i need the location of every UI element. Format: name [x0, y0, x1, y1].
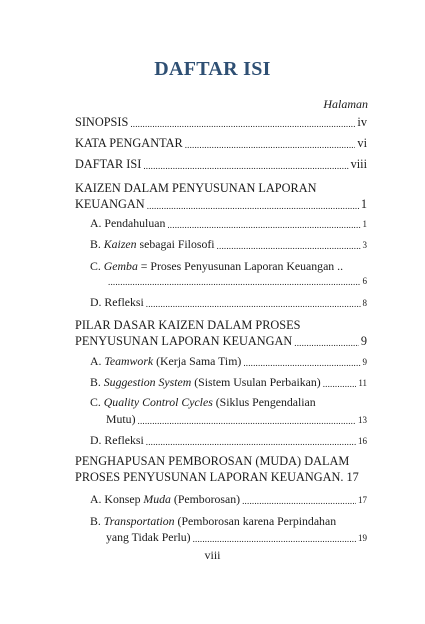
toc-entry-prefix: C. — [90, 259, 101, 273]
toc-entry-label: (Siklus Pengendalian — [212, 395, 316, 409]
toc-entry-label: KEUANGAN — [75, 197, 145, 211]
toc-page-number: 11 — [358, 378, 367, 388]
toc-entry-refleksi-2[interactable] — [90, 432, 367, 449]
toc-page-number: 17 — [358, 495, 367, 505]
toc-page-number: 17 — [346, 470, 359, 484]
dot-leader — [193, 531, 356, 543]
dot-leader — [143, 158, 348, 170]
toc-entry-suggestion-system[interactable] — [90, 374, 367, 391]
dot-leader — [146, 434, 356, 446]
dot-leader — [294, 335, 359, 347]
page-column-header: Halaman — [323, 97, 368, 111]
dot-leader — [167, 217, 360, 229]
toc-chapter-2-line1[interactable]: PILAR DASAR KAIZEN DALAM PROSES — [75, 318, 301, 332]
toc-entry-label: = Proses Penyusunan Laporan Keuangan .. — [137, 259, 344, 273]
toc-page-number: 13 — [358, 415, 367, 425]
dot-leader — [217, 238, 361, 250]
toc-entry-label-line2: yang Tidak Perlu) — [106, 530, 191, 544]
toc-page-number: 8 — [362, 298, 367, 308]
toc-entry-label-italic: Transportation — [103, 514, 175, 528]
toc-entry-qcc[interactable] — [106, 411, 367, 428]
toc-entry-teamwork[interactable] — [90, 353, 367, 370]
toc-chapter-3-line1[interactable]: PENGHAPUSAN PEMBOROSAN (MUDA) DALAM — [75, 454, 350, 468]
toc-entry-chapter-3[interactable] — [75, 469, 367, 485]
toc-page-number: 1 — [362, 219, 367, 229]
toc-entry-sinopsis[interactable] — [75, 114, 367, 130]
toc-entry-transportation-line1[interactable] — [90, 513, 336, 529]
toc-entry-label-italic: Kaizen — [103, 237, 137, 251]
toc-entry-pendahuluan[interactable] — [90, 215, 367, 232]
toc-entry-prefix: D. — [90, 295, 102, 309]
dot-leader — [108, 274, 361, 286]
toc-entry-label-italic: Muda — [143, 492, 171, 506]
toc-entry-prefix: A. — [90, 354, 102, 368]
toc-entry-label: Refleksi — [104, 295, 144, 309]
toc-chapter-1-line1[interactable]: KAIZEN DALAM PENYUSUNAN LAPORAN — [75, 181, 317, 195]
toc-entry-prefix: A. — [90, 492, 102, 506]
toc-entry-label: (Pemborosan karena Perpindahan — [174, 514, 337, 528]
toc-page-number: 6 — [362, 276, 367, 286]
page-number-footer: viii — [204, 548, 221, 562]
toc-entry-gemba[interactable] — [106, 273, 367, 289]
toc-entry-label-italic: Suggestion System — [103, 375, 192, 389]
toc-entry-chapter-2[interactable] — [75, 333, 367, 349]
toc-page-number: 9 — [360, 334, 367, 348]
dot-leader — [242, 493, 356, 505]
toc-entry-prefix: B. — [90, 514, 101, 528]
dot-leader — [243, 355, 360, 367]
toc-page-number: iv — [357, 115, 367, 129]
toc-entry-label: DAFTAR ISI — [75, 157, 142, 171]
toc-entry-kaizen-filosofi[interactable] — [90, 236, 367, 253]
toc-entry-label-after: (Pemborosan) — [170, 492, 241, 506]
toc-page-number: vi — [357, 136, 367, 150]
dot-leader — [130, 116, 355, 128]
toc-entry-prefix: B. — [90, 375, 101, 389]
toc-entry-label: Pendahuluan — [104, 216, 166, 230]
page-title: DAFTAR ISI — [154, 58, 271, 80]
toc-page-number: 9 — [362, 357, 367, 367]
toc-page-number: 16 — [358, 436, 367, 446]
toc-page-number: 1 — [360, 197, 367, 211]
toc-entry-daftar-isi[interactable] — [75, 156, 367, 172]
toc-entry-gemba-line1[interactable] — [90, 258, 343, 274]
toc-entry-label: (Kerja Sama Tim) — [153, 354, 242, 368]
toc-entry-label-italic: Gemba — [103, 259, 138, 273]
dot-leader — [147, 198, 359, 210]
toc-entry-label: sebagai Filosofi — [136, 237, 215, 251]
toc-entry-label: KATA PENGANTAR — [75, 136, 183, 150]
dot-leader — [146, 296, 361, 308]
dot-leader — [185, 137, 356, 149]
toc-entry-prefix: A. — [90, 216, 102, 230]
toc-entry-label-italic: Quality Control Cycles — [103, 395, 213, 409]
toc-entry-konsep-muda[interactable] — [90, 491, 367, 508]
toc-entry-label: (Sistem Usulan Perbaikan) — [191, 375, 321, 389]
toc-entry-label: PENYUSUNAN LAPORAN KEUANGAN — [75, 334, 293, 348]
toc-entry-label: Konsep — [104, 492, 144, 506]
toc-entry-prefix: B. — [90, 237, 101, 251]
toc-entry-transportation[interactable] — [106, 529, 367, 546]
toc-page-number: viii — [350, 157, 367, 171]
toc-entry-label: PROSES PENYUSUNAN LAPORAN KEUANGAN. — [75, 470, 344, 484]
toc-entry-kata-pengantar[interactable] — [75, 135, 367, 151]
toc-page-number: 19 — [358, 533, 367, 543]
toc-entry-label-italic: Teamwork — [104, 354, 154, 368]
toc-entry-label: SINOPSIS — [75, 115, 129, 129]
toc-entry-label: Refleksi — [104, 433, 144, 447]
toc-entry-prefix: D. — [90, 433, 102, 447]
toc-entry-qcc-line1[interactable] — [90, 394, 316, 410]
dot-leader — [138, 413, 357, 425]
toc-entry-prefix: C. — [90, 395, 101, 409]
dot-leader — [323, 376, 357, 388]
toc-entry-chapter-1[interactable] — [75, 196, 367, 212]
toc-page-number: 3 — [362, 240, 367, 250]
toc-entry-refleksi-1[interactable] — [90, 294, 367, 311]
toc-entry-label-line2: Mutu) — [106, 412, 136, 426]
